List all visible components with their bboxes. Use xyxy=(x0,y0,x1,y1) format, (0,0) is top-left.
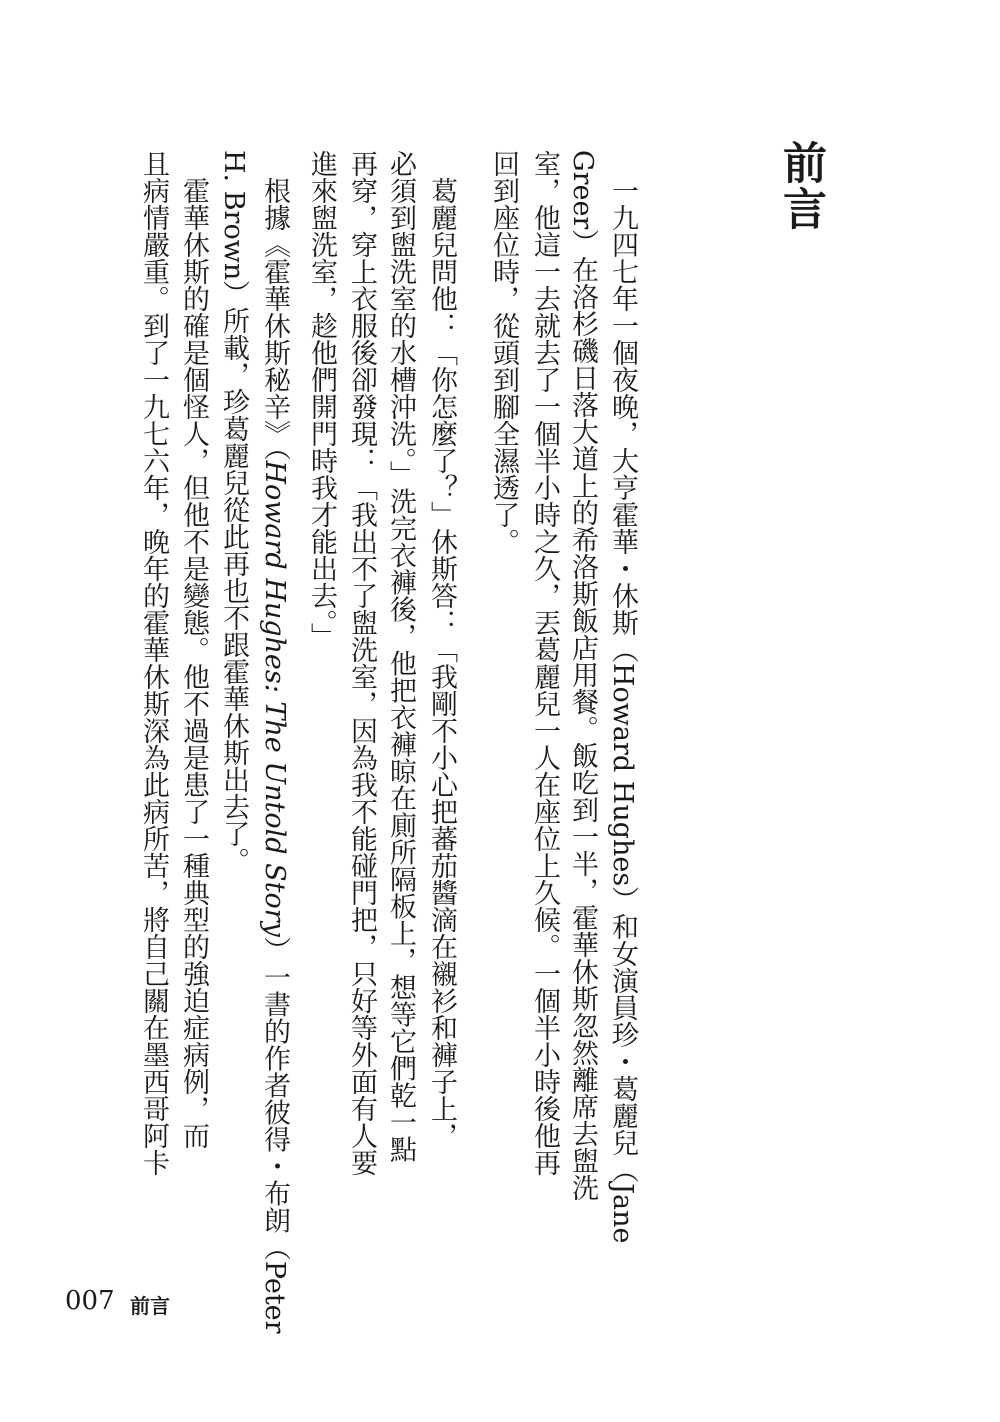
text-line: 再穿，穿上衣服後卻發現：「我出不了盥洗室，因為我不能碰門把，只好等外面有人要 xyxy=(346,150,377,1176)
text-line: 葛麗兒問他：「你怎麼了？」休斯答：「我剛不小心把蕃茄醬滴在襯衫和褲子上， xyxy=(426,177,457,1149)
page-title: 前言 xyxy=(775,140,826,232)
text-line: 一九四七年一個夜晚，大亨霍華・休斯（Howard Hughes）和女演員珍・葛麗兒（Jane xyxy=(607,177,638,1244)
text-line: 回到座位時，從頭到腳全濕透了。 xyxy=(488,150,519,555)
text-line: H. Brown）所載，珍葛麗兒從此再也不跟霍華休斯出去了。 xyxy=(218,150,249,875)
text-line: 必須到盥洗室的水槽沖洗。」洗完衣褲後，他把衣褲晾在廁所隔板上，想等它們乾一點 xyxy=(385,150,416,1163)
text-line: Greer）在洛杉磯日落大道上的希洛斯飯店用餐。飯吃到一半，霍華休斯忽然離席去盥洗 xyxy=(567,150,598,1202)
text-line: 進來盥洗室，趁他們開門時我才能出去。」 xyxy=(306,150,337,650)
text-line: 且病情嚴重。到了一九七六年，晚年的霍華休斯深為此病所苦，將自己關在墨西哥阿卡 xyxy=(138,150,169,1176)
text-line: 霍華休斯的確是個怪人，但他不是變態。他不過是患了一種典型的強迫症病例，而 xyxy=(178,177,209,1149)
page-number: 007 xyxy=(65,1286,115,1316)
text-segment: 根據《霍華休斯秘辛》（ xyxy=(259,177,290,461)
running-footer-section: 前言 xyxy=(130,1294,170,1318)
text-line: 室，他這一去就去了一個半小時之久，丟葛麗兒一人在座位上久候。一個半小時後他再 xyxy=(529,150,560,1176)
book-title-italic: Howard Hughes: The Untold Story xyxy=(259,460,290,937)
text-line xyxy=(254,150,294,1334)
text-segment: ）一書的作者彼得・布朗（Peter xyxy=(259,936,290,1334)
